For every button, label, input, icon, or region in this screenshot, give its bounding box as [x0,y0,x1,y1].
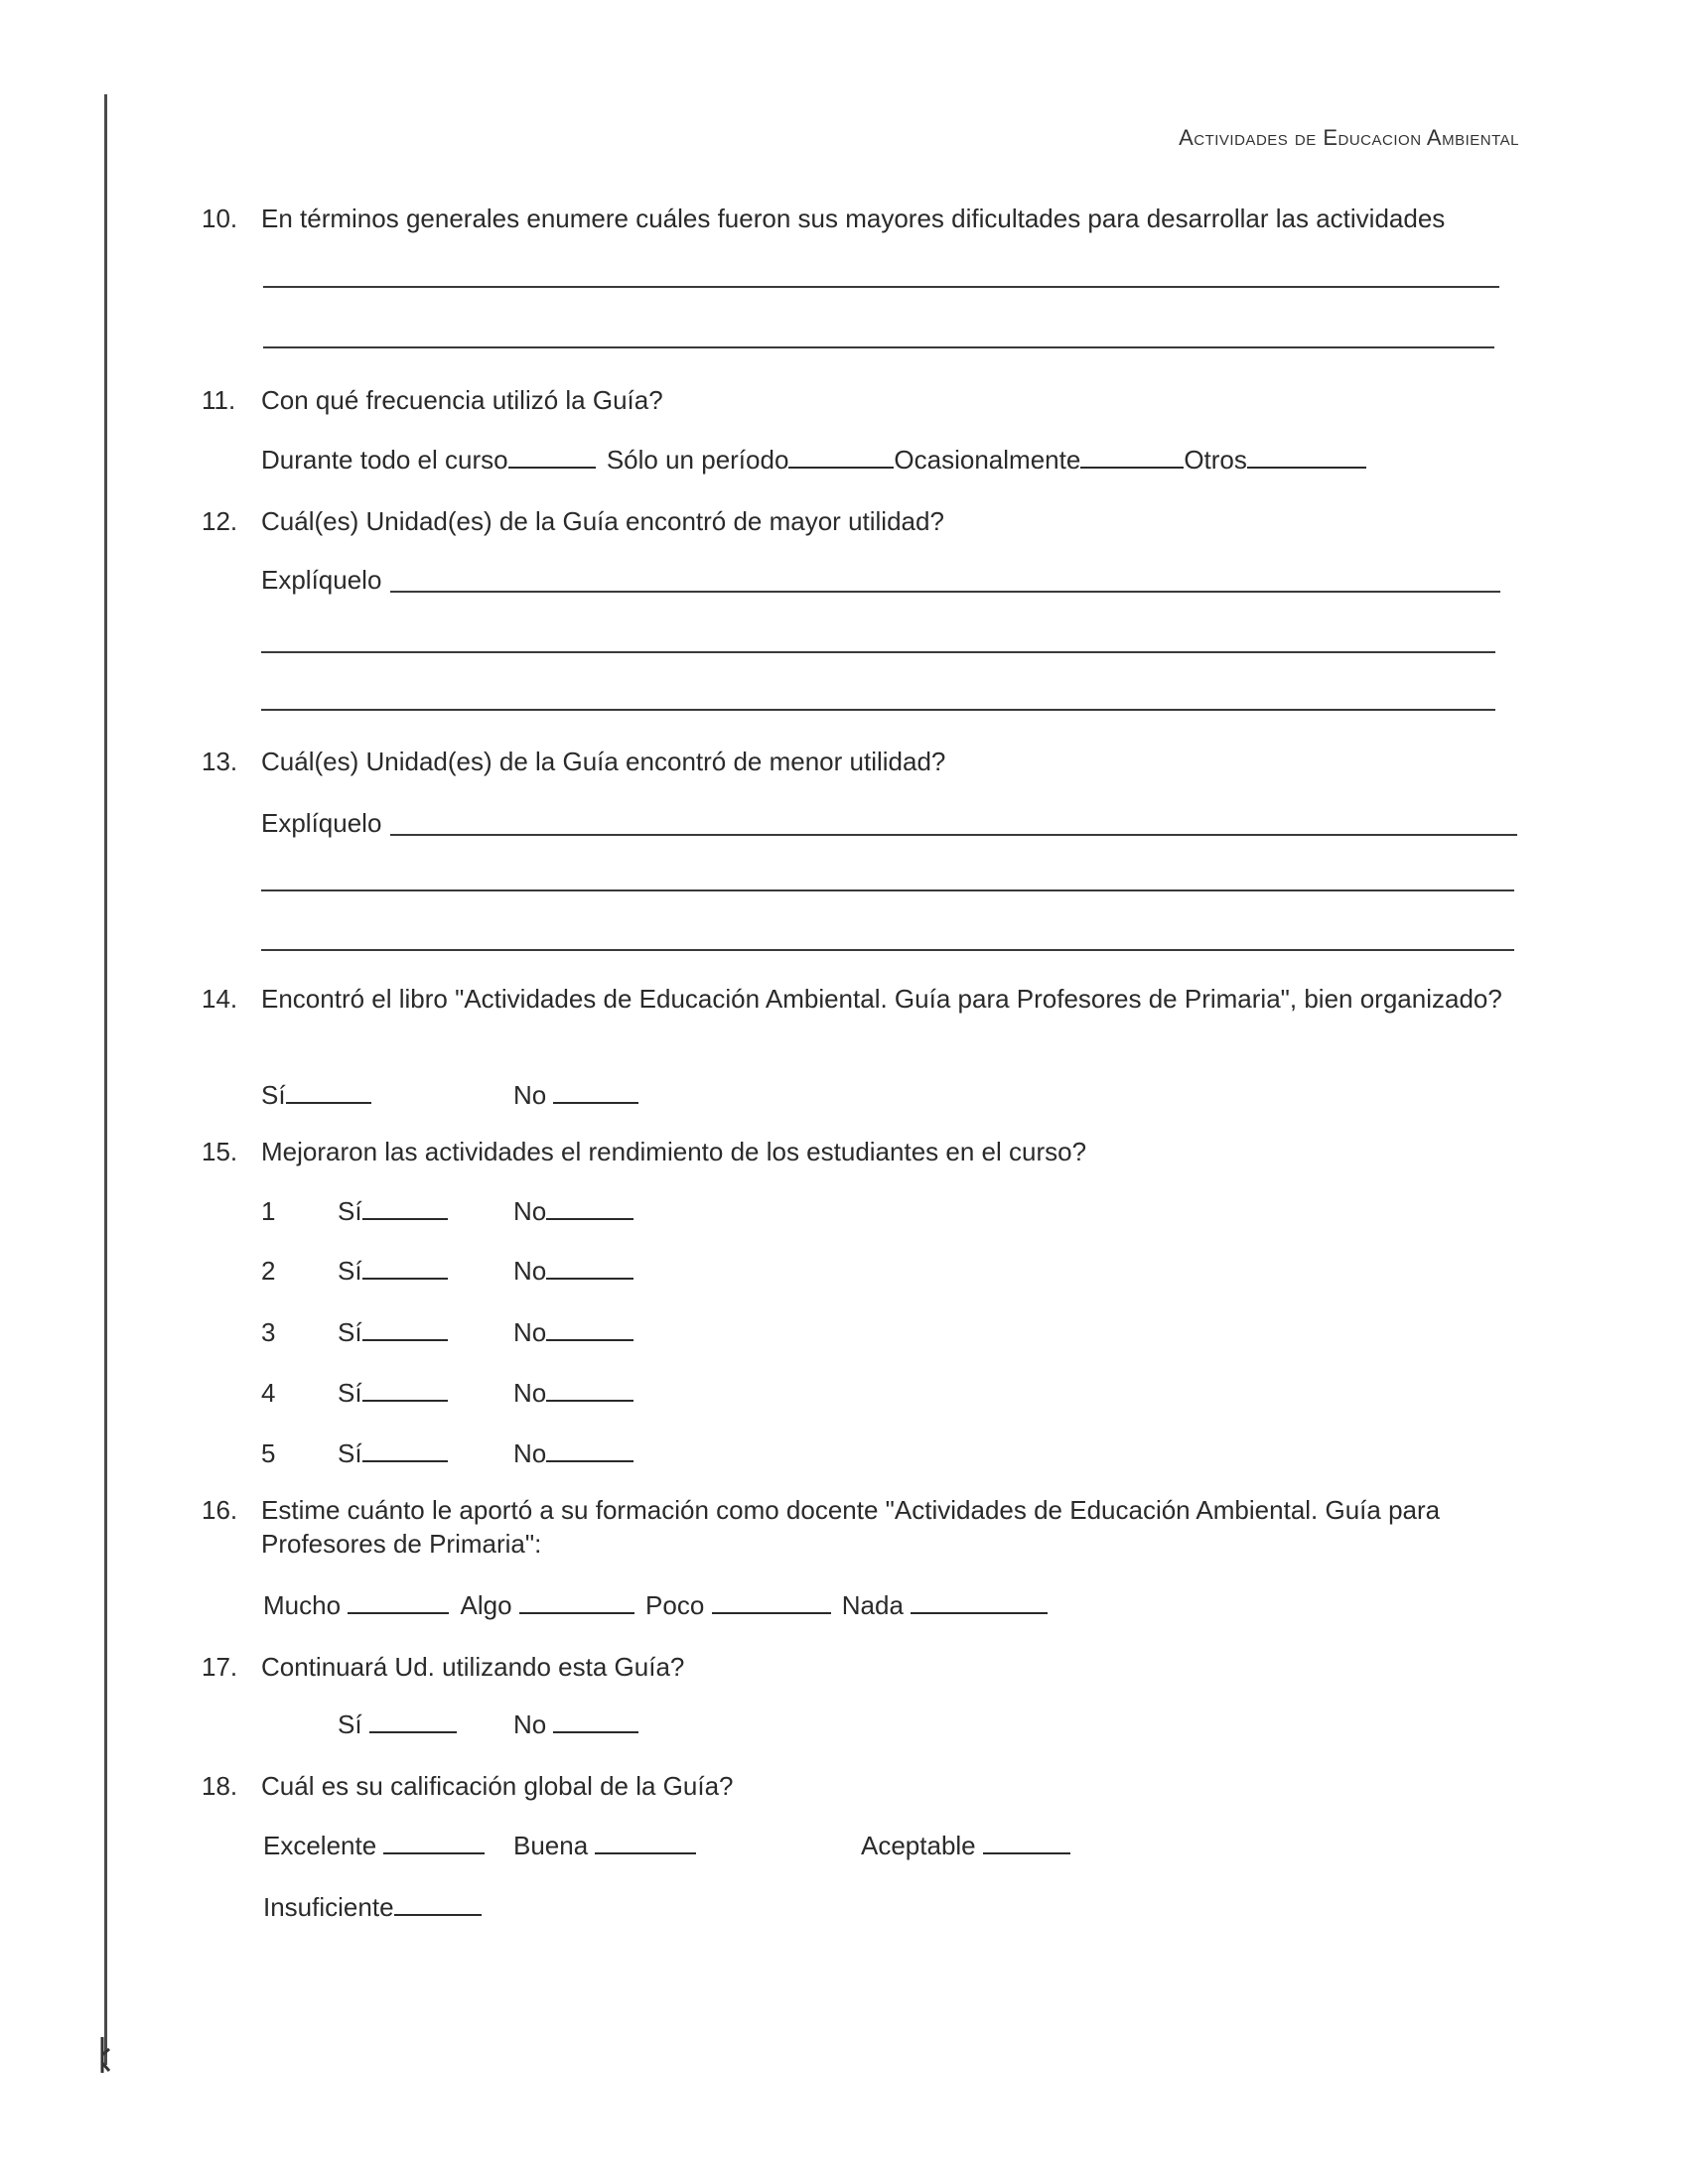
no-label: No [513,1196,547,1226]
question-text: Cuál es su calificación global de la Guía? [261,1771,734,1801]
no-label: No [513,1378,547,1408]
answer-line[interactable] [261,709,1495,711]
answer-line[interactable] [261,651,1495,653]
rating-option-buena [513,1829,696,1862]
question-text: Continuará Ud. utilizando esta Guía? [261,1652,685,1682]
yes-option [338,1254,448,1288]
yes-label: Sí [338,1709,362,1739]
explain-label: Explíquelo [261,808,382,838]
answer-blank[interactable] [286,1080,371,1104]
yes-option [338,1315,448,1349]
answer-blank[interactable] [362,1256,448,1280]
question-number: 11. [202,385,236,415]
option-label: Nada [841,1590,904,1620]
answer-blank[interactable] [1247,445,1366,469]
answer-line[interactable] [390,834,1517,836]
option-label: Insuficiente [263,1892,394,1922]
rating-option-aceptable [861,1829,1070,1862]
answer-blank[interactable] [348,1590,449,1614]
answer-blank[interactable] [383,1831,485,1854]
option-label: Excelente [263,1831,377,1860]
question-number: 16. [202,1495,238,1525]
option-label: Mucho [263,1590,342,1620]
question-11 [202,383,1532,423]
question-number: 12. [202,506,238,536]
answer-blank[interactable] [546,1378,633,1402]
no-option [513,1254,633,1288]
question-12 [202,504,1532,544]
question-number: 15. [202,1137,238,1166]
yes-option [338,1436,448,1470]
question-10 [202,202,1532,241]
answer-blank[interactable] [546,1256,633,1280]
answer-blank[interactable] [553,1080,638,1104]
question-16 [202,1493,1532,1565]
yes-option [261,1078,371,1112]
no-label: No [513,1438,547,1468]
answer-line[interactable] [263,346,1494,348]
question-15 [202,1135,1532,1174]
answer-blank[interactable] [546,1438,633,1462]
no-option [513,1376,633,1410]
option-label: Otros [1184,445,1247,475]
question-text: En términos generales enumere cuáles fueron sus mayores dificultades para desarrollar las actividades [261,204,1446,233]
option-label: Poco [645,1590,705,1620]
no-label: No [513,1080,547,1110]
yes-option [338,1376,448,1410]
item-number: 1 [261,1196,276,1226]
question-13 [202,745,1532,784]
answer-blank[interactable] [553,1709,638,1733]
yes-label: Sí [338,1317,362,1347]
answer-blank[interactable] [362,1438,448,1462]
question-text: Con qué frecuencia utilizó la Guía? [261,385,663,415]
binder-mark-icon [99,2035,111,2075]
option-label: Sólo un período [606,445,789,475]
question-text: Mejoraron las actividades el rendimiento de los estudiantes en el curso? [261,1137,1087,1166]
question-17 [202,1650,1532,1690]
answer-blank[interactable] [362,1196,448,1220]
answer-blank[interactable] [1080,445,1184,469]
page-header: Actividades de Educacion Ambiental [1179,125,1519,150]
answer-blank[interactable] [595,1831,696,1854]
yes-label: Sí [338,1196,362,1226]
question-18 [202,1769,1532,1809]
no-option [513,1315,633,1349]
answer-blank[interactable] [788,445,894,469]
question-number: 10. [202,204,238,233]
answer-blank[interactable] [362,1378,448,1402]
no-label: No [513,1256,547,1286]
answer-blank[interactable] [508,445,596,469]
yes-option [338,1194,448,1228]
no-label: No [513,1317,547,1347]
answer-line[interactable] [263,286,1499,288]
answer-blank[interactable] [369,1709,457,1733]
answer-line[interactable] [261,949,1514,951]
question-text: Cuál(es) Unidad(es) de la Guía encontró de menor utilidad? [261,747,946,776]
contribution-options [263,1588,1048,1622]
frequency-options [261,443,1366,477]
option-label: Aceptable [861,1831,976,1860]
no-option [513,1436,633,1470]
option-label: Ocasionalmente [894,445,1081,475]
no-option [513,1078,638,1112]
no-option [513,1194,633,1228]
binder-line [104,94,107,2065]
item-number: 2 [261,1256,276,1286]
answer-blank[interactable] [362,1317,448,1341]
question-number: 13. [202,747,238,776]
yes-label: Sí [338,1256,362,1286]
yes-label: Sí [338,1438,362,1468]
question-number: 18. [202,1771,238,1801]
answer-line[interactable] [390,591,1500,593]
question-number: 17. [202,1652,238,1682]
answer-blank[interactable] [546,1317,633,1341]
question-14 [202,982,1532,1053]
explain-label: Explíquelo [261,565,382,595]
question-text: Encontró el libro "Actividades de Educación Ambiental. Guía para Profesores de Primaria", bien organizado? [261,984,1502,1014]
answer-blank[interactable] [394,1892,482,1916]
yes-option [338,1707,457,1741]
no-label: No [513,1709,547,1739]
yes-label: Sí [338,1378,362,1408]
rating-option-excelente [263,1829,485,1862]
option-label: Buena [513,1831,589,1860]
item-number: 3 [261,1317,276,1347]
answer-blank[interactable] [519,1590,634,1614]
question-text: Estime cuánto le aportó a su formación como docente "Actividades de Educación Ambiental. Guía para Profesores de Primaria": [261,1495,1441,1559]
item-number: 4 [261,1378,276,1408]
answer-blank[interactable] [983,1831,1070,1854]
question-number: 14. [202,984,238,1014]
option-label: Durante todo el curso [261,445,508,475]
no-option [513,1707,638,1741]
answer-blank[interactable] [911,1590,1048,1614]
rating-option-insuficiente [263,1890,482,1924]
answer-blank[interactable] [546,1196,633,1220]
answer-blank[interactable] [712,1590,831,1614]
yes-label: Sí [261,1080,286,1110]
option-label: Algo [460,1590,512,1620]
answer-line[interactable] [261,889,1514,891]
item-number: 5 [261,1438,276,1468]
question-text: Cuál(es) Unidad(es) de la Guía encontró de mayor utilidad? [261,506,944,536]
